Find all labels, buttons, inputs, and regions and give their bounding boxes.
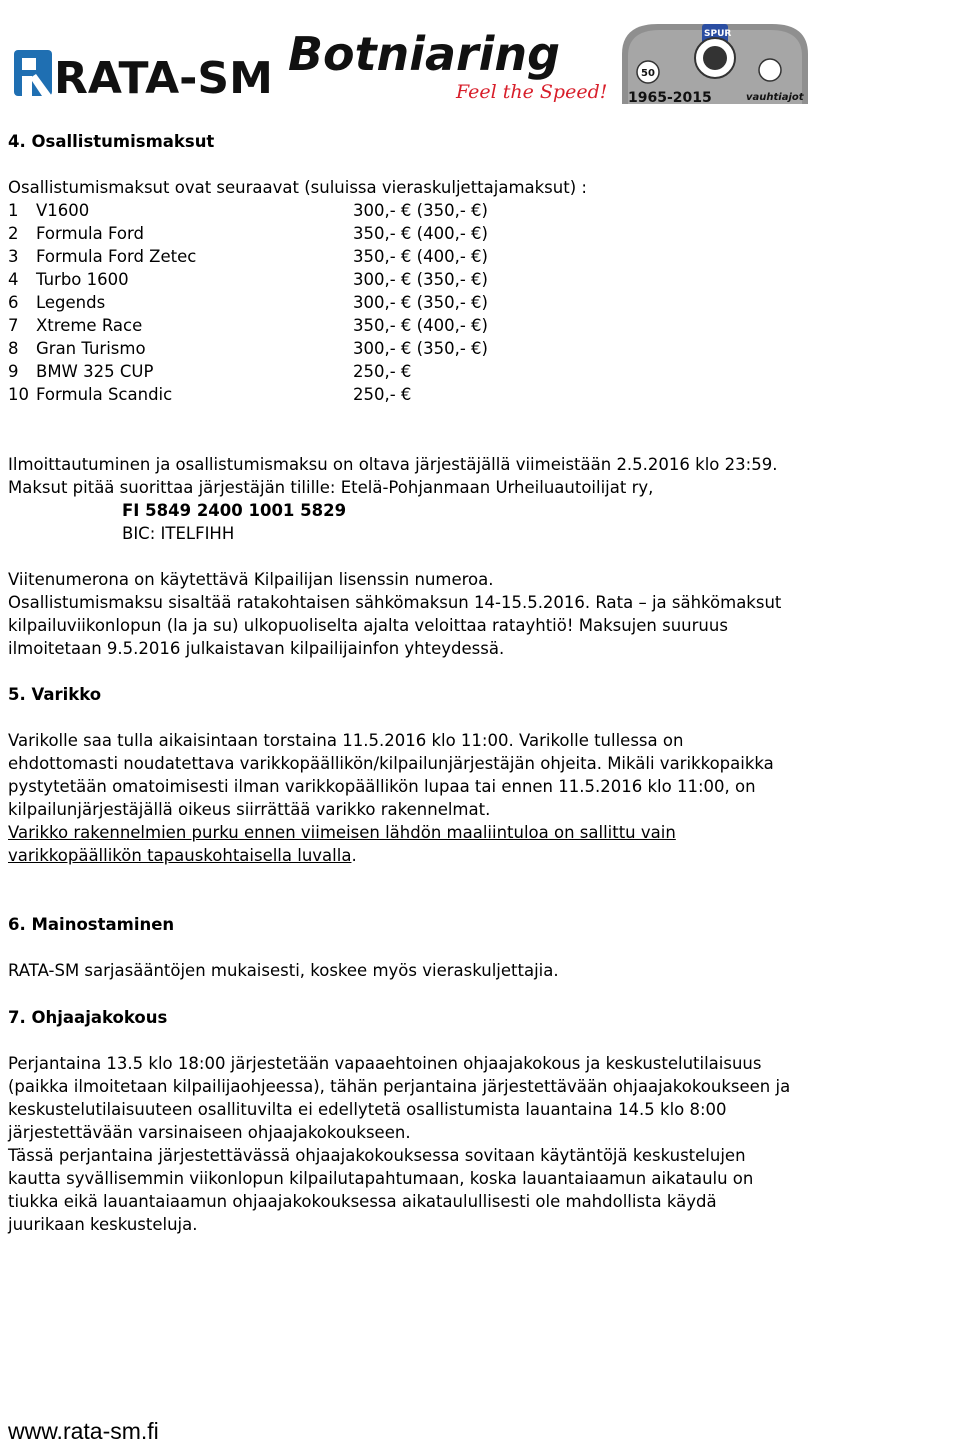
pit-line-6-underlined: varikkopäällikön tapauskohtaisella luvalla <box>8 846 352 865</box>
pit-line-6 <box>8 844 357 867</box>
fees-intro: Osallistumismaksut ovat seuraavat (suluissa vieraskuljettajamaksut) : <box>8 178 587 197</box>
spur-logo-text: SPUR <box>704 29 732 39</box>
fee-class-number: 10 <box>8 385 29 404</box>
fee-class-name: Formula Ford Zetec <box>36 247 197 266</box>
fee-class-name: Turbo 1600 <box>36 270 129 289</box>
fee-class-name: V1600 <box>36 201 90 220</box>
spur-years-text: 1965-2015 <box>628 90 712 106</box>
pit-line-2: ehdottomasti noudatettava varikkopäällikön/kilpailunjärjestäjän ohjeita. Mikäli varikkopaikka <box>8 754 774 773</box>
section-5-heading: 5. Varikko <box>8 685 102 704</box>
electricity-fee-line-2: kilpailuviikonlopun (la ja su) ulkopuoliselta ajalta veloittaa ratayhtiö! Maksujen suuruus <box>8 616 728 635</box>
briefing-line-2: (paikka ilmoitetaan kilpailijaohjeessa), tähän perjantaina järjestettävään ohjaajakokoukseen ja <box>8 1077 791 1096</box>
botniaring-logo-text: Botniaring <box>288 27 560 81</box>
briefing-line-8: juurikaan keskusteluja. <box>8 1215 198 1234</box>
fee-class-number: 7 <box>8 316 19 335</box>
fee-class-name: Xtreme Race <box>36 316 143 335</box>
section-6-heading: 6. Mainostaminen <box>8 915 175 934</box>
botniaring-slogan: Feel the Speed! <box>456 81 608 103</box>
fee-price: 300,- € (350,- €) <box>353 270 488 289</box>
fee-class-name: BMW 325 CUP <box>36 362 154 381</box>
fee-price: 350,- € (400,- €) <box>353 247 488 266</box>
bic: BIC: ITELFIHH <box>122 524 235 543</box>
fee-price: 250,- € <box>353 385 412 404</box>
botniaring-logo <box>286 18 608 106</box>
pit-line-6-end: . <box>351 846 357 865</box>
pit-line-1: Varikolle saa tulla aikaisintaan torstaina 11.5.2016 klo 11:00. Varikolle tullessa on <box>8 731 684 750</box>
reference-number-text: Viitenumerona on käytettävä Kilpailijan lisenssin numeroa. <box>8 570 494 589</box>
pit-line-5: Varikko rakennelmien purku ennen viimeisen lähdön maaliintuloa on sallittu vain <box>8 823 676 842</box>
pit-line-3: pystytetään omatoimisesti ilman varikkopäällikön lupaa tai ennen 11.5.2016 klo 11:00, on <box>8 777 756 796</box>
fee-class-number: 4 <box>8 270 19 289</box>
fee-price: 350,- € (400,- €) <box>353 224 488 243</box>
fee-price: 300,- € (350,- €) <box>353 339 488 358</box>
spur-brand-text: vauhtiajot <box>746 92 804 103</box>
fee-price: 350,- € (400,- €) <box>353 316 488 335</box>
footer-url[interactable]: www.rata-sm.fi <box>8 1418 159 1444</box>
registration-deadline: Ilmoittautuminen ja osallistumismaksu on oltava järjestäjällä viimeistään 2.5.2016 klo 23:59. <box>8 455 778 474</box>
spur-vauhtiajot-logo <box>618 18 812 108</box>
briefing-line-5: Tässä perjantaina järjestettävässä ohjaajakokouksessa sovitaan käytäntöjä keskustelujen <box>8 1146 746 1165</box>
fee-class-name: Legends <box>36 293 106 312</box>
fee-price: 300,- € (350,- €) <box>353 201 488 220</box>
section-4-heading: 4. Osallistumismaksut <box>8 132 215 151</box>
fee-price: 250,- € <box>353 362 412 381</box>
electricity-fee-line-3: ilmoitetaan 9.5.2016 julkaistavan kilpailijainfon yhteydessä. <box>8 639 505 658</box>
fee-class-number: 8 <box>8 339 19 358</box>
pit-line-4: kilpailunjärjestäjällä oikeus siirrättää varikko rakennelmat. <box>8 800 491 819</box>
fee-class-number: 9 <box>8 362 19 381</box>
fee-class-number: 6 <box>8 293 19 312</box>
fee-class-name: Formula Scandic <box>36 385 173 404</box>
payment-account-text: Maksut pitää suorittaa järjestäjän tilille: Etelä-Pohjanmaan Urheiluautoilijat ry, <box>8 478 654 497</box>
briefing-line-7: tiukka eikä lauantaiaamun ohjaajakokouksessa aikataulullisesti ole mahdollista käydä <box>8 1192 717 1211</box>
fee-price: 300,- € (350,- €) <box>353 293 488 312</box>
briefing-line-6: kautta syvällisemmin viikonlopun kilpailutapahtumaan, koska lauantaiaamun aikataulu on <box>8 1169 754 1188</box>
fee-class-number: 1 <box>8 201 19 220</box>
fee-class-name: Formula Ford <box>36 224 144 243</box>
iban: FI 5849 2400 1001 5829 <box>122 501 347 520</box>
rata-sm-logo <box>14 44 273 104</box>
section-7-heading: 7. Ohjaajakokous <box>8 1008 168 1027</box>
fee-class-name: Gran Turismo <box>36 339 146 358</box>
spur-badge-50: 50 <box>641 68 655 79</box>
briefing-line-3: keskustelutilaisuuteen osallituvilta ei edellytetä osallistumista lauantaina 14.5 klo 8:00 <box>8 1100 727 1119</box>
advertising-text: RATA-SM sarjasääntöjen mukaisesti, koskee myös vieraskuljettajia. <box>8 961 559 980</box>
briefing-line-4: järjestettävään varsinaiseen ohjaajakokoukseen. <box>8 1123 411 1142</box>
fee-class-number: 2 <box>8 224 19 243</box>
electricity-fee-line-1: Osallistumismaksu sisaltää ratakohtaisen sähkömaksun 14-15.5.2016. Rata – ja sähkömaksut <box>8 593 782 612</box>
briefing-line-1: Perjantaina 13.5 klo 18:00 järjestetään vapaaehtoinen ohjaajakokous ja keskustelutilaisuus <box>8 1054 762 1073</box>
rata-sm-logo-text: RATA-SM <box>54 53 273 104</box>
fee-class-number: 3 <box>8 247 19 266</box>
